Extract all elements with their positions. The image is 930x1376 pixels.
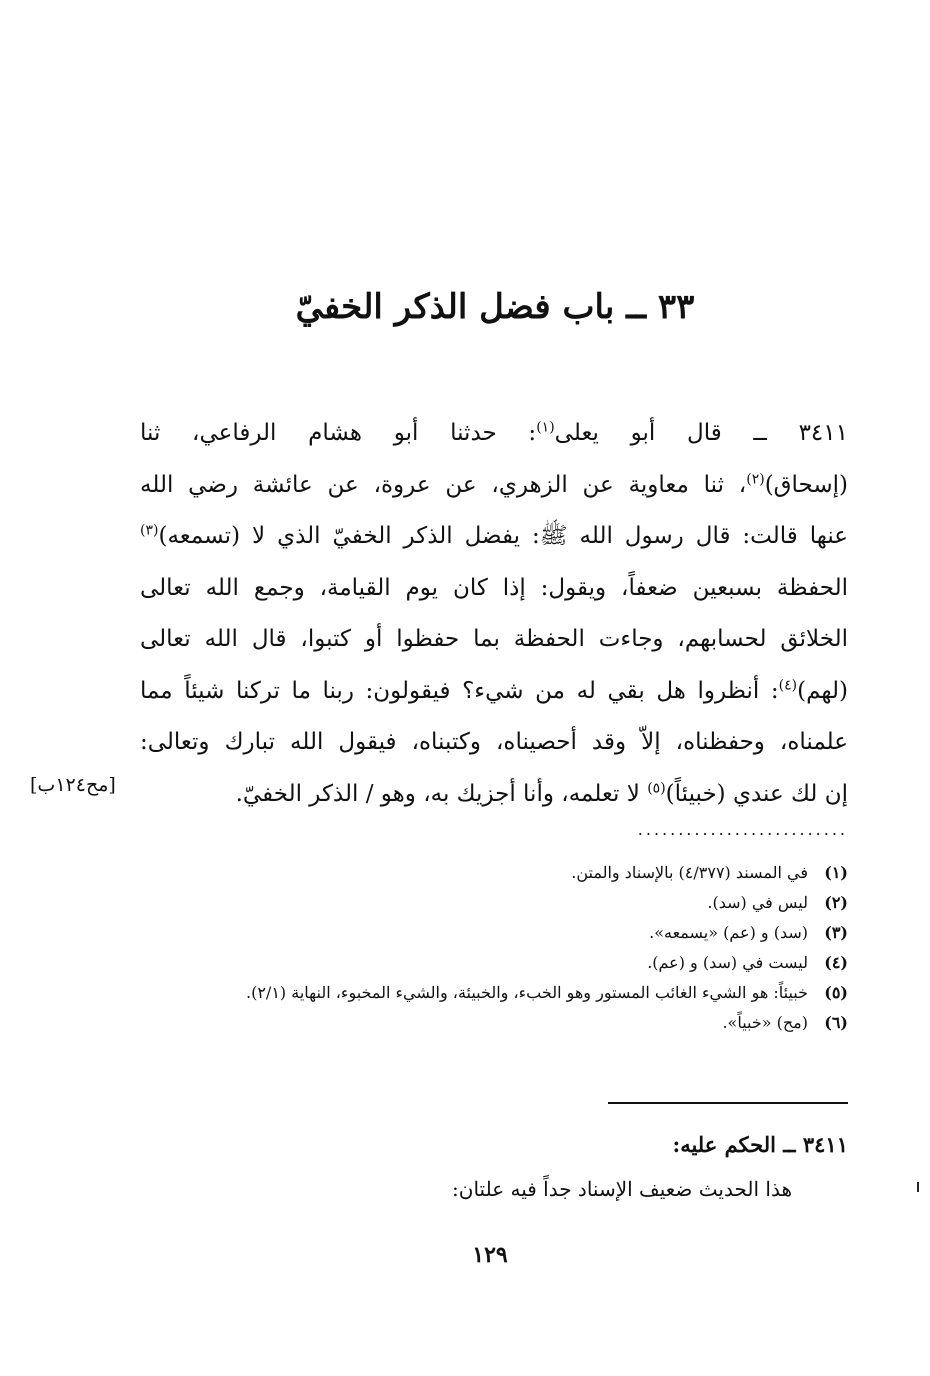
hadith-line	[140, 614, 848, 666]
footnote-item	[120, 888, 848, 918]
hadith-line-text: الخلائق لحسابهم، وجاءت الحفظة بما حفظوا أو كتبوا، قال الله تعالى	[140, 626, 848, 652]
footnote-text: ليست في (سد) و (عم).	[647, 953, 808, 972]
hadith-line-text: (لهم)	[797, 677, 848, 704]
footnote-ref[interactable]: (٢)	[746, 470, 765, 487]
footnote-item	[120, 858, 848, 888]
footnote-text: خبيئاً: هو الشيء الغائب المستور وهو الخبء، والخبيئة، والشيء المخبوء، النهاية (٢/١).	[246, 983, 808, 1002]
hadith-line	[140, 769, 848, 821]
hadith-text	[140, 408, 848, 820]
verdict-heading: ٣٤١١ ــ الحكم عليه:	[672, 1132, 848, 1157]
manuscript-margin-note: [مح١٢٤ب]	[30, 774, 116, 796]
hadith-line-text: (إسحاق)	[764, 471, 848, 498]
footnote-text: في المسند (٤/٣٧٧) بالإسناد والمتن.	[571, 863, 808, 882]
hadith-line	[140, 717, 848, 769]
footnote-item	[120, 978, 848, 1008]
hadith-line-text: لا تعلمه، وأنا أجزيك به، وهو / الذكر الخفيّ.	[235, 780, 648, 807]
scan-mark	[917, 1182, 919, 1192]
footnote-ref[interactable]: (١)	[536, 419, 555, 436]
verdict-text: هذا الحديث ضعيف الإسناد جداً فيه علتان:	[452, 1177, 792, 1201]
footnote-number: (٢)	[824, 893, 848, 912]
hadith-line	[140, 511, 848, 563]
hadith-line-text: الحفظة بسبعين ضعفاً، ويقول: إذا كان يوم القيامة، وجمع الله تعالى	[140, 574, 848, 601]
footnote-item	[120, 1008, 848, 1038]
hadith-line-text: ٣٤١١ ــ قال أبو يعلى	[554, 420, 848, 446]
hadith-line	[140, 460, 848, 512]
hadith-line-text: : حدثنا أبو هشام الرفاعي، ثنا	[140, 420, 537, 446]
hadith-line-text: عنها قالت: قال رسول الله ﷺ: يفضل الذكر الخفيّ الذي لا (تسمعه)	[158, 523, 848, 549]
footnote-ref[interactable]: (٥)	[647, 779, 666, 796]
hadith-line-text: علمناه، وحفظناه، إلاّ وقد أحصيناه، وكتبناه، فيقول الله تبارك وتعالى:	[140, 729, 848, 755]
footnote-number: (٥)	[824, 983, 848, 1002]
hadith-line	[140, 408, 848, 460]
footnotes-list	[120, 858, 848, 1038]
footnote-ref[interactable]: (٣)	[140, 522, 159, 539]
footnote-number: (١)	[824, 863, 848, 882]
footnote-ref[interactable]: (٤)	[778, 676, 798, 693]
footnote-number: (٦)	[824, 1013, 848, 1032]
hadith-line-text: : أنظروا هل بقي له من شيء؟ فيقولون: ربنا ما تركنا شيئاً مما	[140, 677, 779, 704]
footnote-text: (مح) «خبياً».	[722, 1013, 808, 1032]
footnote-text: (سد) و (عم) «يسمعه».	[649, 923, 808, 942]
hadith-line	[140, 666, 848, 718]
footnote-text: ليس في (سد).	[707, 893, 808, 912]
hadith-line-text: إن لك عندي (خبيئاً)	[665, 780, 848, 807]
footnote-separator-dots: ..........................	[637, 820, 848, 839]
footnote-number: (٤)	[824, 953, 848, 972]
footnote-item	[120, 948, 848, 978]
chapter-title: ٣٣ ــ باب فضل الذكر الخفيّ	[295, 287, 695, 327]
hadith-line-text: ، ثنا معاوية عن الزهري، عن عروة، عن عائشة رضي الله	[140, 471, 747, 498]
hadith-line	[140, 563, 848, 615]
section-divider-rule	[608, 1102, 848, 1104]
footnote-item	[120, 918, 848, 948]
footnote-number: (٣)	[824, 923, 848, 942]
page-number: ١٢٩	[472, 1242, 508, 1268]
